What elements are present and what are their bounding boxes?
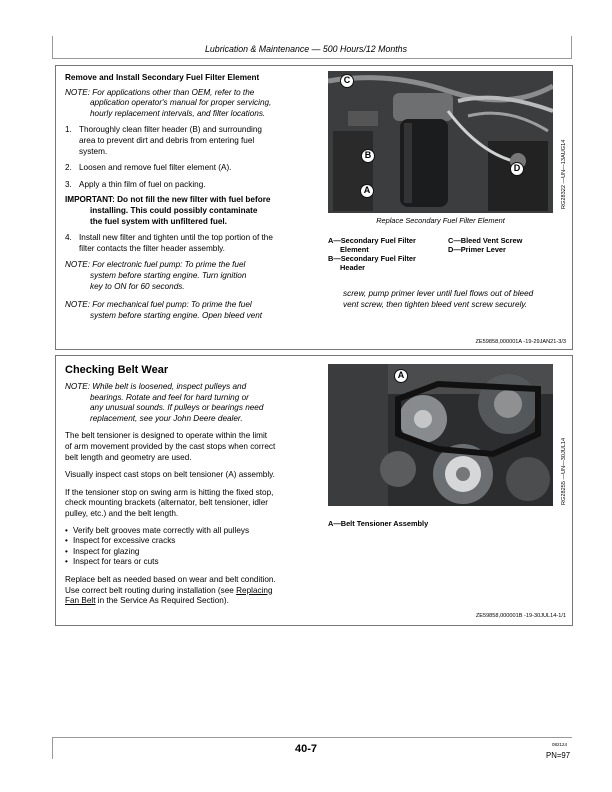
doc-code: ZE59858,000001A -19-29JAN21-3/3 — [475, 339, 566, 345]
inspect-paragraph: Visually inspect cast stops on belt tensioner (A) assembly. — [65, 470, 275, 480]
callout-c: C — [340, 74, 354, 88]
belt-tensioner-illustration — [328, 364, 553, 506]
list-item: • Inspect for glazing — [65, 547, 315, 558]
step-3: 3. Apply a thin film of fuel on packing. — [65, 179, 206, 189]
doc-code: ZE59858,000001B -19-30JUL14-1/1 — [475, 613, 566, 619]
inspection-checklist — [65, 526, 315, 568]
belt-legend: A—Belt Tensioner Assembly — [328, 519, 429, 528]
replacing-fan-belt-link[interactable]: Fan Belt — [65, 596, 96, 606]
replace-paragraph: Replace belt as needed based on wear and belt condition. Use correct belt routing during installation (see Replacing Fan Belt in the Service As Required Section). — [65, 574, 276, 606]
mechanical-pump-note: NOTE: For mechanical fuel pump: To prime the fuel system before starting engine. Open bleed vent — [65, 300, 263, 320]
section-heading: Remove and Install Secondary Fuel Filter Element — [65, 73, 260, 82]
pulley-note: NOTE: While belt is loosened, inspect pulleys and bearings. Rotate and feel for hard turning or any unusual sounds. If pulleys or bearings need replacement, see your John Deere dealer. — [65, 382, 264, 423]
list-item: • Inspect for tears or cuts — [65, 557, 315, 568]
continued-instruction: screw, pump primer lever until fuel flows out of bleed vent screw, then tighten bleed vent screw securely. — [343, 289, 534, 309]
step-2: 2. Loosen and remove fuel filter element (A). — [65, 163, 232, 173]
footer-code: 082124 — [552, 742, 568, 747]
fuel-filter-photo — [328, 71, 553, 213]
callout-b: B — [361, 149, 375, 163]
step-4: 4. Install new filter and tighten until the top portion of the filter contacts the filter header assembly. — [65, 233, 273, 253]
running-header: Lubrication & Maintenance — 500 Hours/12 Months — [205, 44, 407, 54]
step-1: 1. Thoroughly clean filter header (B) and surrounding area to prevent dirt and debris from entering fuel system. — [65, 125, 262, 156]
image-caption: Replace Secondary Fuel Filter Element — [376, 216, 505, 225]
legend-left: A—Secondary Fuel Filter Element B—Secondary Fuel Filter Header — [328, 236, 416, 272]
belt-tensioner-photo — [328, 364, 553, 506]
list-item: • Verify belt grooves mate correctly with all pulleys — [65, 526, 315, 537]
replacing-fan-belt-link[interactable]: Replacing — [236, 585, 273, 595]
image-ref: RG28255 —UN—30JUL14 — [561, 437, 567, 505]
image-ref: RG28322 —UN—13AUG14 — [561, 139, 567, 209]
legend-right: C—Bleed Vent Screw D—Primer Lever — [448, 236, 523, 254]
section-secondary-fuel-filter — [55, 65, 573, 350]
section-belt-wear — [55, 355, 573, 626]
pn-number: PN=97 — [546, 751, 571, 760]
section-heading: Checking Belt Wear — [65, 364, 169, 376]
callout-a: A — [360, 184, 374, 198]
tensioner-paragraph: The belt tensioner is designed to operate within the limit of arm movement provided by the cast stops when correct belt length and geometry are used. — [65, 431, 276, 462]
callout-a: A — [394, 369, 408, 383]
electronic-pump-note: NOTE: For electronic fuel pump: To prime the fuel system before starting engine. Turn ignition key to ON for 60 seconds. — [65, 260, 247, 291]
callout-d: D — [510, 162, 524, 176]
important-notice: IMPORTANT: Do not fill the new filter with fuel before installing. This could possibly contaminate the fuel system with unfiltered fuel. — [65, 195, 271, 226]
list-item: • Inspect for excessive cracks — [65, 536, 315, 547]
oem-note: NOTE: For applications other than OEM, refer to the application operator's manual for proper servicing, hourly replacement intervals, and filter locations. — [65, 87, 272, 118]
stop-paragraph: If the tensioner stop on swing arm is hitting the fixed stop, check mounting brackets (alternator, belt tensioner, idler pulley, etc.) and the belt length. — [65, 487, 274, 518]
page-number: 40-7 — [294, 743, 318, 755]
